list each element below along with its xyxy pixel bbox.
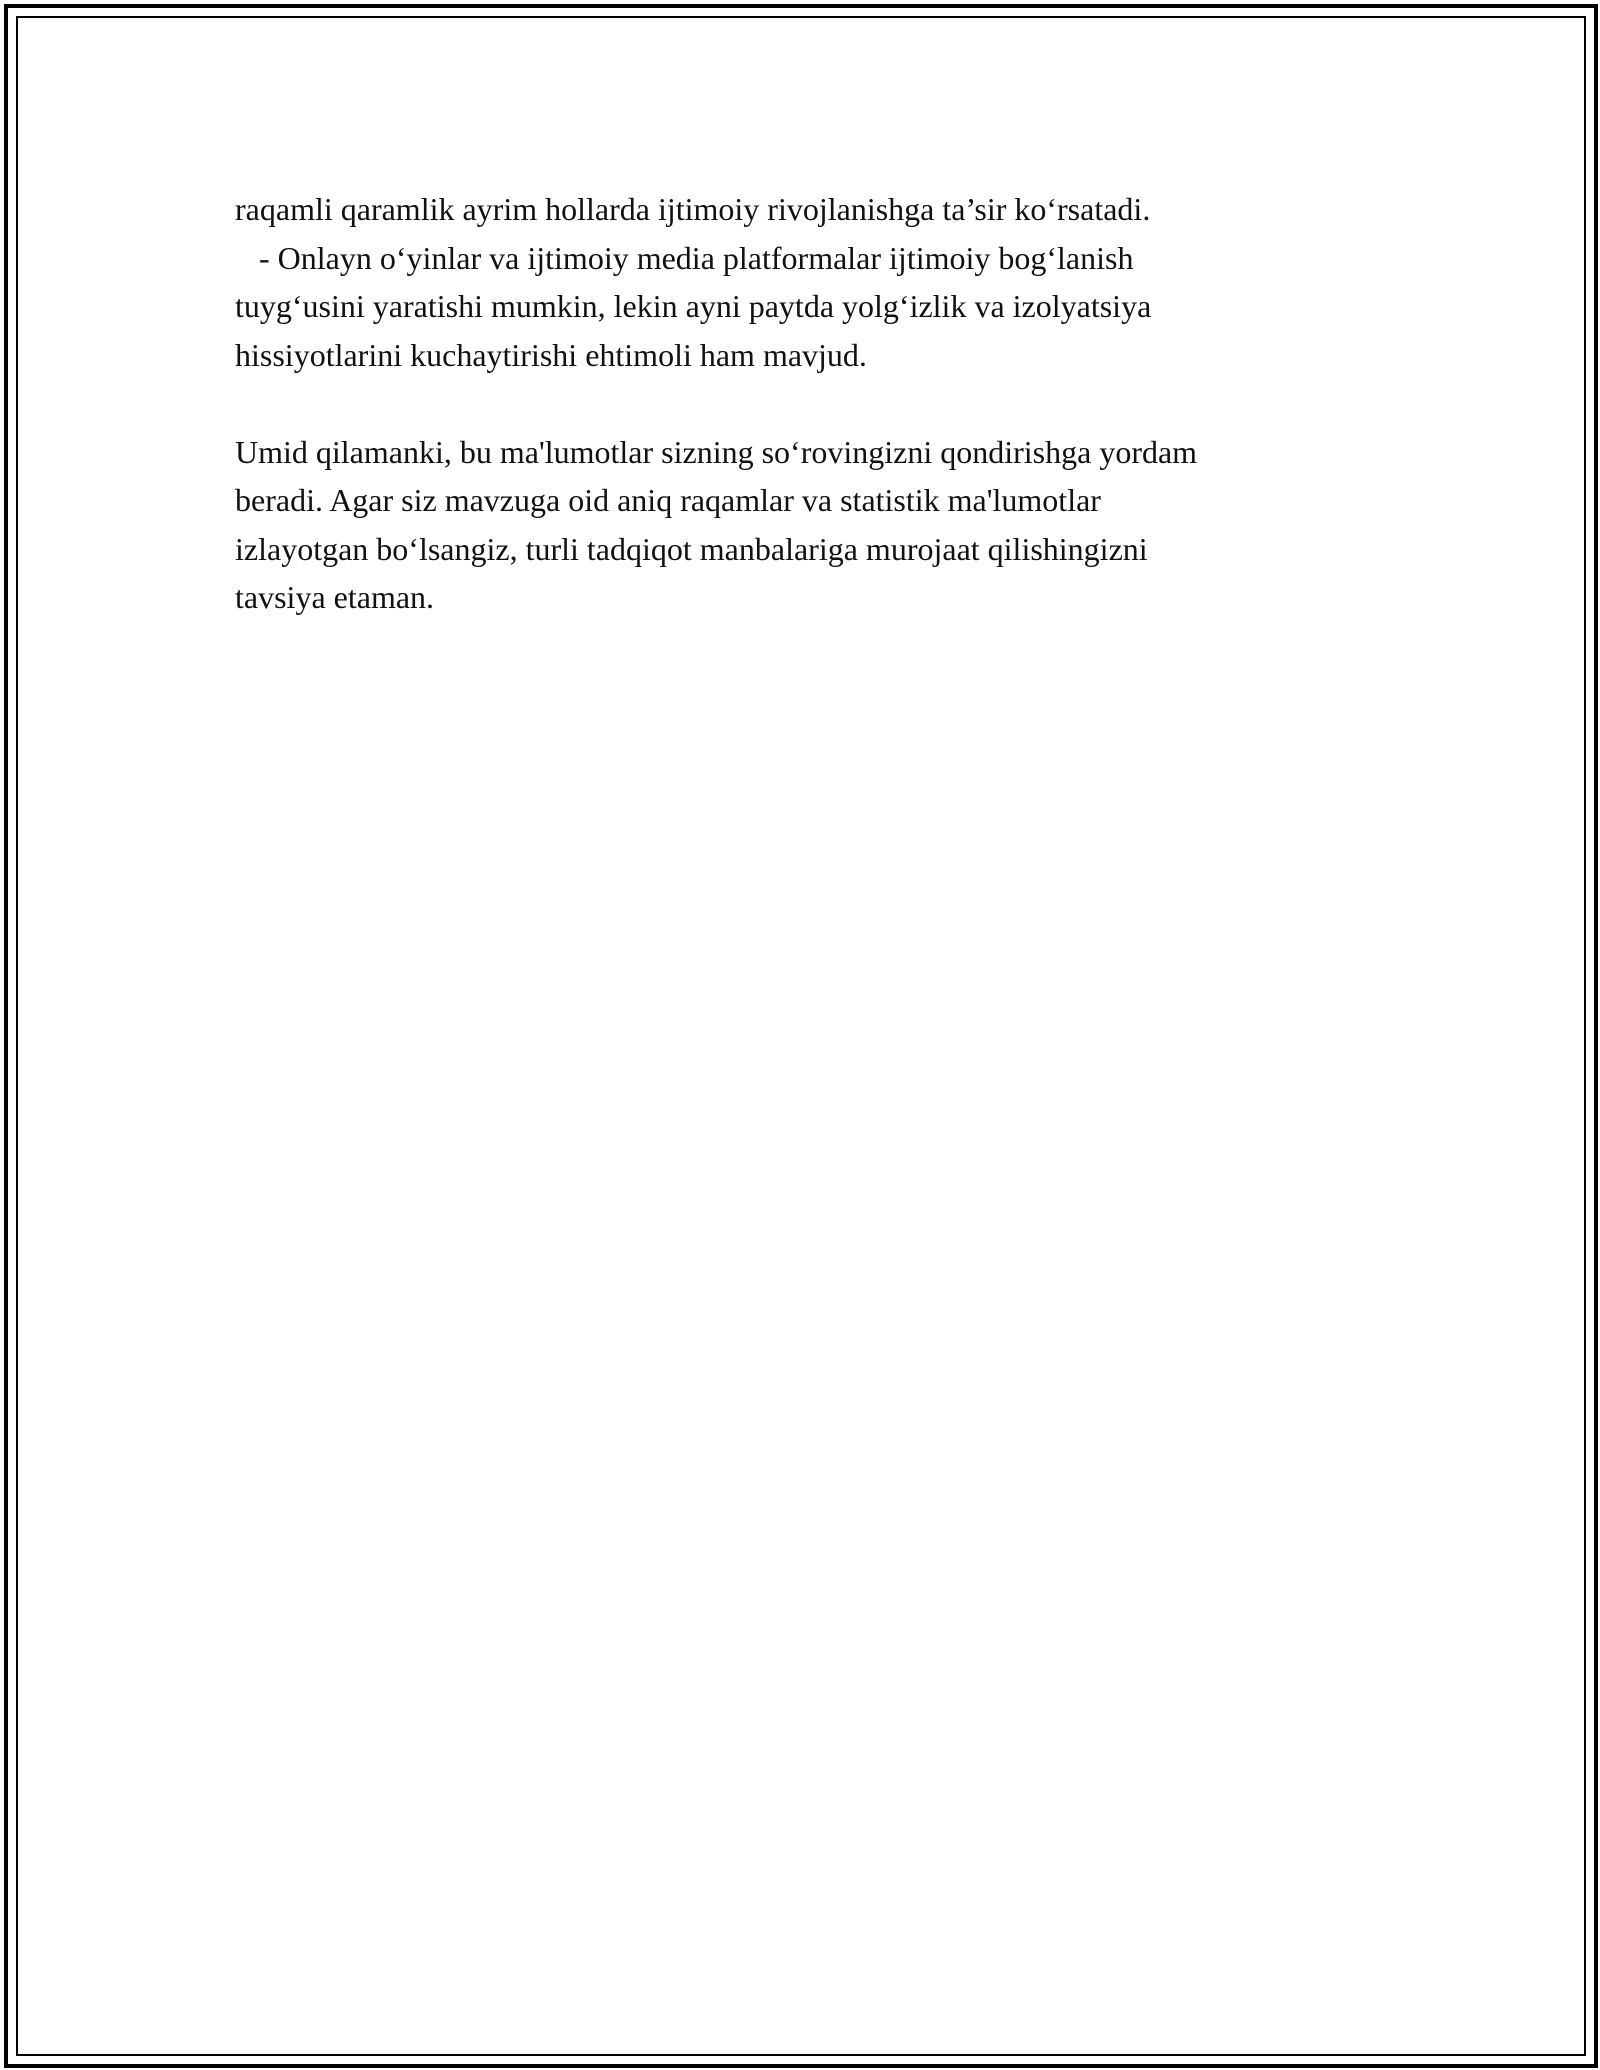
paragraph-1	[235, 185, 1375, 379]
text-line: izlayotgan bo‘lsangiz, turli tadqiqot manbalariga murojaat qilishingizni	[235, 530, 1148, 567]
text-line: hissiyotlarini kuchaytirishi ehtimoli ham mavjud.	[235, 336, 867, 373]
document-body	[235, 185, 1375, 622]
text-line: tuyg‘usini yaratishi mumkin, lekin ayni paytda yolg‘izlik va izolyatsiya	[235, 288, 1152, 324]
paragraph-2	[235, 428, 1375, 622]
text-line: beradi. Agar siz mavzuga oid aniq raqamlar va statistik ma'lumotlar	[235, 482, 1101, 518]
paragraph-spacer	[235, 379, 1375, 428]
text-line: raqamli qaramlik ayrim hollarda ijtimoiy rivojlanishga ta’sir ko‘rsatadi.	[235, 191, 1151, 227]
text-line: tavsiya etaman.	[235, 579, 435, 615]
text-line: Umid qilamanki, bu ma'lumotlar sizning so‘rovingizni qondirishga yordam	[235, 433, 1198, 470]
text-line: - Onlayn o‘yinlar va ijtimoiy media platformalar ijtimoiy bog‘lanish	[235, 239, 1134, 276]
